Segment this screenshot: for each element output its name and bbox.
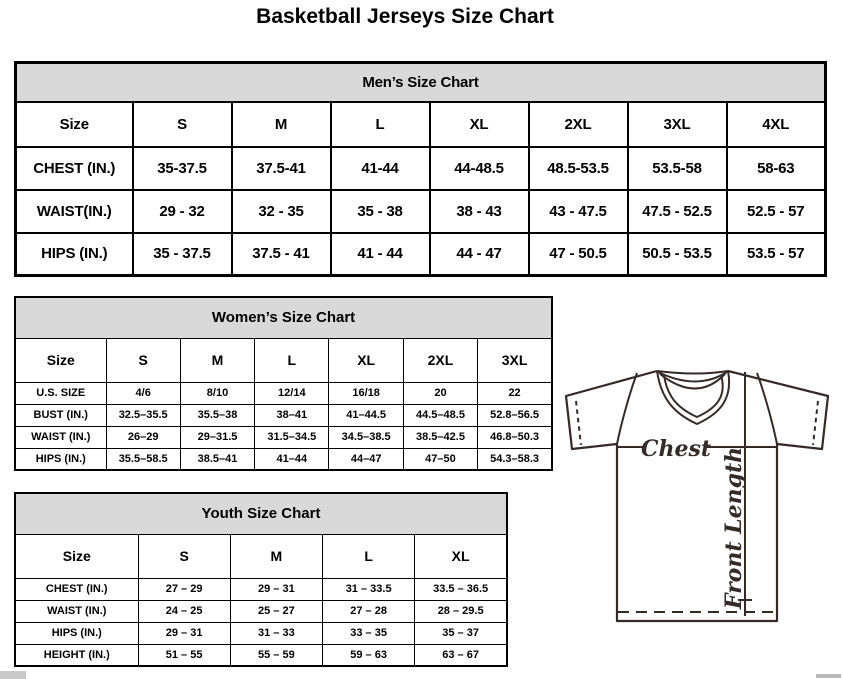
table-row (16, 233, 826, 276)
size-column-header: L (255, 338, 329, 382)
jersey-outline (566, 371, 828, 621)
table-row (15, 600, 507, 622)
size-corner-header: Size (15, 534, 138, 578)
size-value-cell: 16/18 (329, 382, 403, 404)
size-value-cell: 33 – 35 (323, 622, 415, 644)
table-row (16, 190, 826, 233)
page-title: Basketball Jerseys Size Chart (256, 5, 554, 28)
jersey-left-sleeve-seam (617, 373, 637, 444)
table-row (15, 578, 507, 600)
size-value-cell: 41 - 44 (331, 233, 430, 276)
size-value-cell: 12/14 (255, 382, 329, 404)
size-value-cell: 8/10 (180, 382, 254, 404)
jersey-right-cuff-stitch (813, 401, 818, 445)
size-header-row (16, 102, 826, 147)
size-value-cell: 29 - 32 (133, 190, 232, 233)
size-value-cell: 27 – 28 (323, 600, 415, 622)
row-label: WAIST (IN.) (15, 600, 138, 622)
size-value-cell: 63 – 67 (415, 644, 507, 666)
size-value-cell: 53.5-58 (628, 147, 727, 190)
size-value-cell: 35 - 37.5 (133, 233, 232, 276)
horizontal-scrollbar-thumb[interactable] (0, 671, 26, 679)
size-value-cell: 52.5 - 57 (727, 190, 826, 233)
size-column-header: 4XL (727, 102, 826, 147)
size-header-row (15, 534, 507, 578)
size-value-cell: 47 - 50.5 (529, 233, 628, 276)
front-length-label: Front Length (721, 446, 747, 610)
row-label: HIPS (IN.) (16, 233, 133, 276)
size-column-header: 2XL (403, 338, 477, 382)
size-column-header: XL (329, 338, 403, 382)
table-row (16, 147, 826, 190)
jersey-collar-top-edge (657, 371, 728, 374)
table-row (15, 622, 507, 644)
size-value-cell: 44 - 47 (430, 233, 529, 276)
row-label: HIPS (IN.) (15, 622, 138, 644)
size-value-cell: 31 – 33.5 (323, 578, 415, 600)
size-value-cell: 28 – 29.5 (415, 600, 507, 622)
size-column-header: S (133, 102, 232, 147)
size-value-cell: 20 (403, 382, 477, 404)
size-value-cell: 50.5 - 53.5 (628, 233, 727, 276)
table-row (15, 382, 552, 404)
size-value-cell: 37.5-41 (232, 147, 331, 190)
size-value-cell: 32.5–35.5 (106, 404, 180, 426)
size-value-cell: 38 - 43 (430, 190, 529, 233)
size-value-cell: 26–29 (106, 426, 180, 448)
size-value-cell: 46.8–50.3 (478, 426, 552, 448)
vertical-scrollbar-thumb[interactable] (816, 674, 841, 678)
table-title: Men’s Size Chart (16, 63, 826, 102)
row-label: HIPS (IN.) (15, 448, 106, 470)
size-value-cell: 25 – 27 (230, 600, 322, 622)
row-label: BUST (IN.) (15, 404, 106, 426)
row-label: U.S. SIZE (15, 382, 106, 404)
size-corner-header: Size (16, 102, 133, 147)
size-value-cell: 55 – 59 (230, 644, 322, 666)
size-value-cell: 27 – 29 (138, 578, 230, 600)
size-value-cell: 32 - 35 (232, 190, 331, 233)
size-column-header: 3XL (628, 102, 727, 147)
chest-label: Chest (640, 436, 712, 462)
size-value-cell: 38–41 (255, 404, 329, 426)
size-value-cell: 29 – 31 (230, 578, 322, 600)
size-value-cell: 31.5–34.5 (255, 426, 329, 448)
size-header-row (15, 338, 552, 382)
table-header-row (15, 493, 507, 534)
size-value-cell: 51 – 55 (138, 644, 230, 666)
size-value-cell: 44.5–48.5 (403, 404, 477, 426)
size-value-cell: 35 - 38 (331, 190, 430, 233)
row-label: CHEST (IN.) (15, 578, 138, 600)
size-value-cell: 35 – 37 (415, 622, 507, 644)
size-value-cell: 24 – 25 (138, 600, 230, 622)
size-column-header: L (331, 102, 430, 147)
size-corner-header: Size (15, 338, 106, 382)
row-label: WAIST (IN.) (15, 426, 106, 448)
table-header-row (15, 297, 552, 338)
jersey-left-cuff-stitch (576, 401, 581, 445)
table-row (15, 426, 552, 448)
jersey-right-sleeve-seam (757, 373, 777, 444)
size-value-cell: 22 (478, 382, 552, 404)
size-column-header: L (323, 534, 415, 578)
size-value-cell: 41-44 (331, 147, 430, 190)
size-value-cell: 4/6 (106, 382, 180, 404)
table-title: Women’s Size Chart (15, 297, 552, 338)
size-value-cell: 34.5–38.5 (329, 426, 403, 448)
womens-size-table (14, 296, 553, 471)
size-column-header: M (230, 534, 322, 578)
row-label: WAIST(IN.) (16, 190, 133, 233)
size-column-header: S (138, 534, 230, 578)
size-value-cell: 37.5 - 41 (232, 233, 331, 276)
table-row (15, 644, 507, 666)
size-value-cell: 38.5–41 (180, 448, 254, 470)
youth-size-table (14, 492, 508, 667)
size-value-cell: 58-63 (727, 147, 826, 190)
size-value-cell: 44-48.5 (430, 147, 529, 190)
table-row (15, 448, 552, 470)
size-value-cell: 59 – 63 (323, 644, 415, 666)
size-value-cell: 35-37.5 (133, 147, 232, 190)
size-value-cell: 29 – 31 (138, 622, 230, 644)
size-value-cell: 38.5–42.5 (403, 426, 477, 448)
table-row (15, 404, 552, 426)
size-column-header: M (232, 102, 331, 147)
size-column-header: S (106, 338, 180, 382)
size-value-cell: 41–44.5 (329, 404, 403, 426)
size-value-cell: 33.5 – 36.5 (415, 578, 507, 600)
mens-size-table (14, 61, 827, 277)
row-label: CHEST (IN.) (16, 147, 133, 190)
size-value-cell: 43 - 47.5 (529, 190, 628, 233)
size-value-cell: 44–47 (329, 448, 403, 470)
size-value-cell: 53.5 - 57 (727, 233, 826, 276)
size-value-cell: 31 – 33 (230, 622, 322, 644)
size-column-header: 2XL (529, 102, 628, 147)
size-column-header: XL (430, 102, 529, 147)
size-value-cell: 52.8–56.5 (478, 404, 552, 426)
size-value-cell: 47.5 - 52.5 (628, 190, 727, 233)
size-column-header: XL (415, 534, 507, 578)
size-value-cell: 47–50 (403, 448, 477, 470)
table-title: Youth Size Chart (15, 493, 507, 534)
size-column-header: M (180, 338, 254, 382)
size-value-cell: 35.5–58.5 (106, 448, 180, 470)
size-value-cell: 54.3–58.3 (478, 448, 552, 470)
jersey-measurement-diagram (554, 356, 834, 636)
table-header-row (16, 63, 826, 102)
size-value-cell: 48.5-53.5 (529, 147, 628, 190)
size-value-cell: 29–31.5 (180, 426, 254, 448)
size-column-header: 3XL (478, 338, 552, 382)
size-value-cell: 35.5–38 (180, 404, 254, 426)
size-value-cell: 41–44 (255, 448, 329, 470)
row-label: HEIGHT (IN.) (15, 644, 138, 666)
